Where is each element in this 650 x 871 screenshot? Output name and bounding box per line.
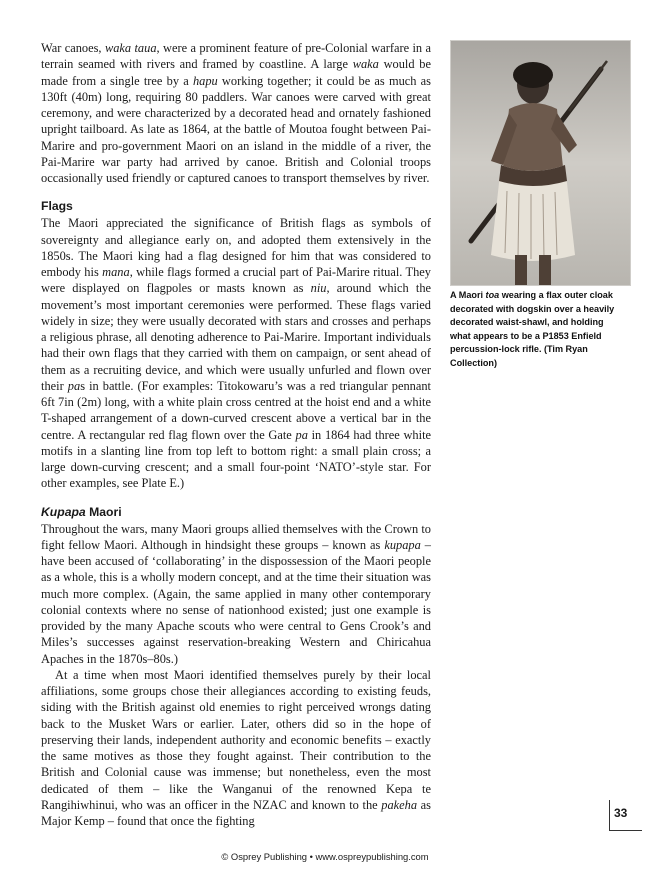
paragraph-war-canoes: War canoes, waka taua, were a prominent feature of pre-Colonial warfare in a terrain seamed with rivers and framed by coastline. A large waka would be made from a single tree by a hapu working together; it could be as much as 130ft (40m) long, requiring 80 paddlers. War canoes were carved with great ceremony, and were characterized by a decorated head and ornately fashioned upright tailboard. As late as 1864, at the battle of Moutoa fought between Pai-Marire and pro-government Maori on an island in the middle of a river, the Pai-Marire war party had arrived by canoe. British and Colonial troops occasionally used friendly or captured canoes to transport themselves by river. — [41, 41, 432, 185]
page-number-vertical-rule — [609, 800, 610, 831]
footer-copyright: © Osprey Publishing • www.ospreypublishing.com — [221, 851, 429, 862]
page-number: 33 — [614, 806, 628, 820]
maori-warrior-photo — [450, 40, 631, 286]
heading-flags: Flags — [41, 199, 73, 214]
main-text-column — [41, 40, 431, 829]
paragraph-kupapa-1: Throughout the wars, many Maori groups allied themselves with the Crown to fight fellow Maori. Although in hindsight these groups – known as kupapa – have been accused of ‘collaborating’ in the dispossession of the Maori people as a whole, this is a wholly modern concept, and at the time their situation was much more complex. (Again, the same applied in many other contemporary colonial contexts where no sense of nationhood existed; just one example is provided by the many Apache scouts who were central to Gens Crook’s and Miles’s successes against reservation-breaking Western and Chiricahua Apaches in the 1870s–80s.) — [41, 521, 431, 666]
paragraph-flags: The Maori appreciated the significance of British flags as symbols of sovereignty and allegiance early on, and adopted them extensively in the 1850s. The Maori king had a flag designed for him that was considered to embody his mana, while flags formed a crucial part of Pai-Marire ritual. They were displayed on flagpoles or masts known as niu, around which the movement’s most important ceremonies were performed. These flags varied widely in size; they were usually decorated with stars and crosses and perhaps a religious phrase, all denoting adherence to Pai-Marire. Important individuals had their own flags that they carried with them on campaign, or sent ahead of them as a recruiting device, and which were usually unfurled and flown over their pas in battle. (For examples: Titokowaru’s was a red triangular pennant 6ft 7in (2m) long, with a white plain cross centred at the hoist end and a white T-shaped arrangement of a down-curved crescent above a vertical bar in the centre. A rectangular red flag flown over the Gate pa in 1864 had three white motifs in a slanting line from top left to bottom right: a small plain cross; a large down-curving crescent; and a small four-point ‘NATO’-style star. For other examples, see Plate E.) — [41, 216, 432, 491]
heading-kupapa-maori: Kupapa Maori — [41, 504, 122, 519]
page-number-horizontal-rule — [609, 830, 642, 831]
paragraph-kupapa-2: At a time when most Maori identified themselves purely by their local affiliations, some groups chose their allegiances according to existing feuds, siding with the British against old enemies to right perceived wrongs dating back to the Musket Wars or earlier. Later, others did so in the hope of preserving their lands, independent authority and economic benefits – exactly the same motives as those they fought against. Their contribution to the British and Colonial cause was immense; but nonetheless, even the most dedicated of them – like the Wanganui of the renowned Kepa te Rangihiwhinui, who was an officer in the NZAC and known to the pakeha as Major Kemp – found that once the fighting — [41, 667, 431, 828]
photo-caption: A Maori toa wearing a flax outer cloak decorated with dogskin over a heavily decorated waist-shawl, and holding what appears to be a P1853 Enfield percussion-lock rifle. (Tim Ryan Collection) — [450, 290, 615, 368]
